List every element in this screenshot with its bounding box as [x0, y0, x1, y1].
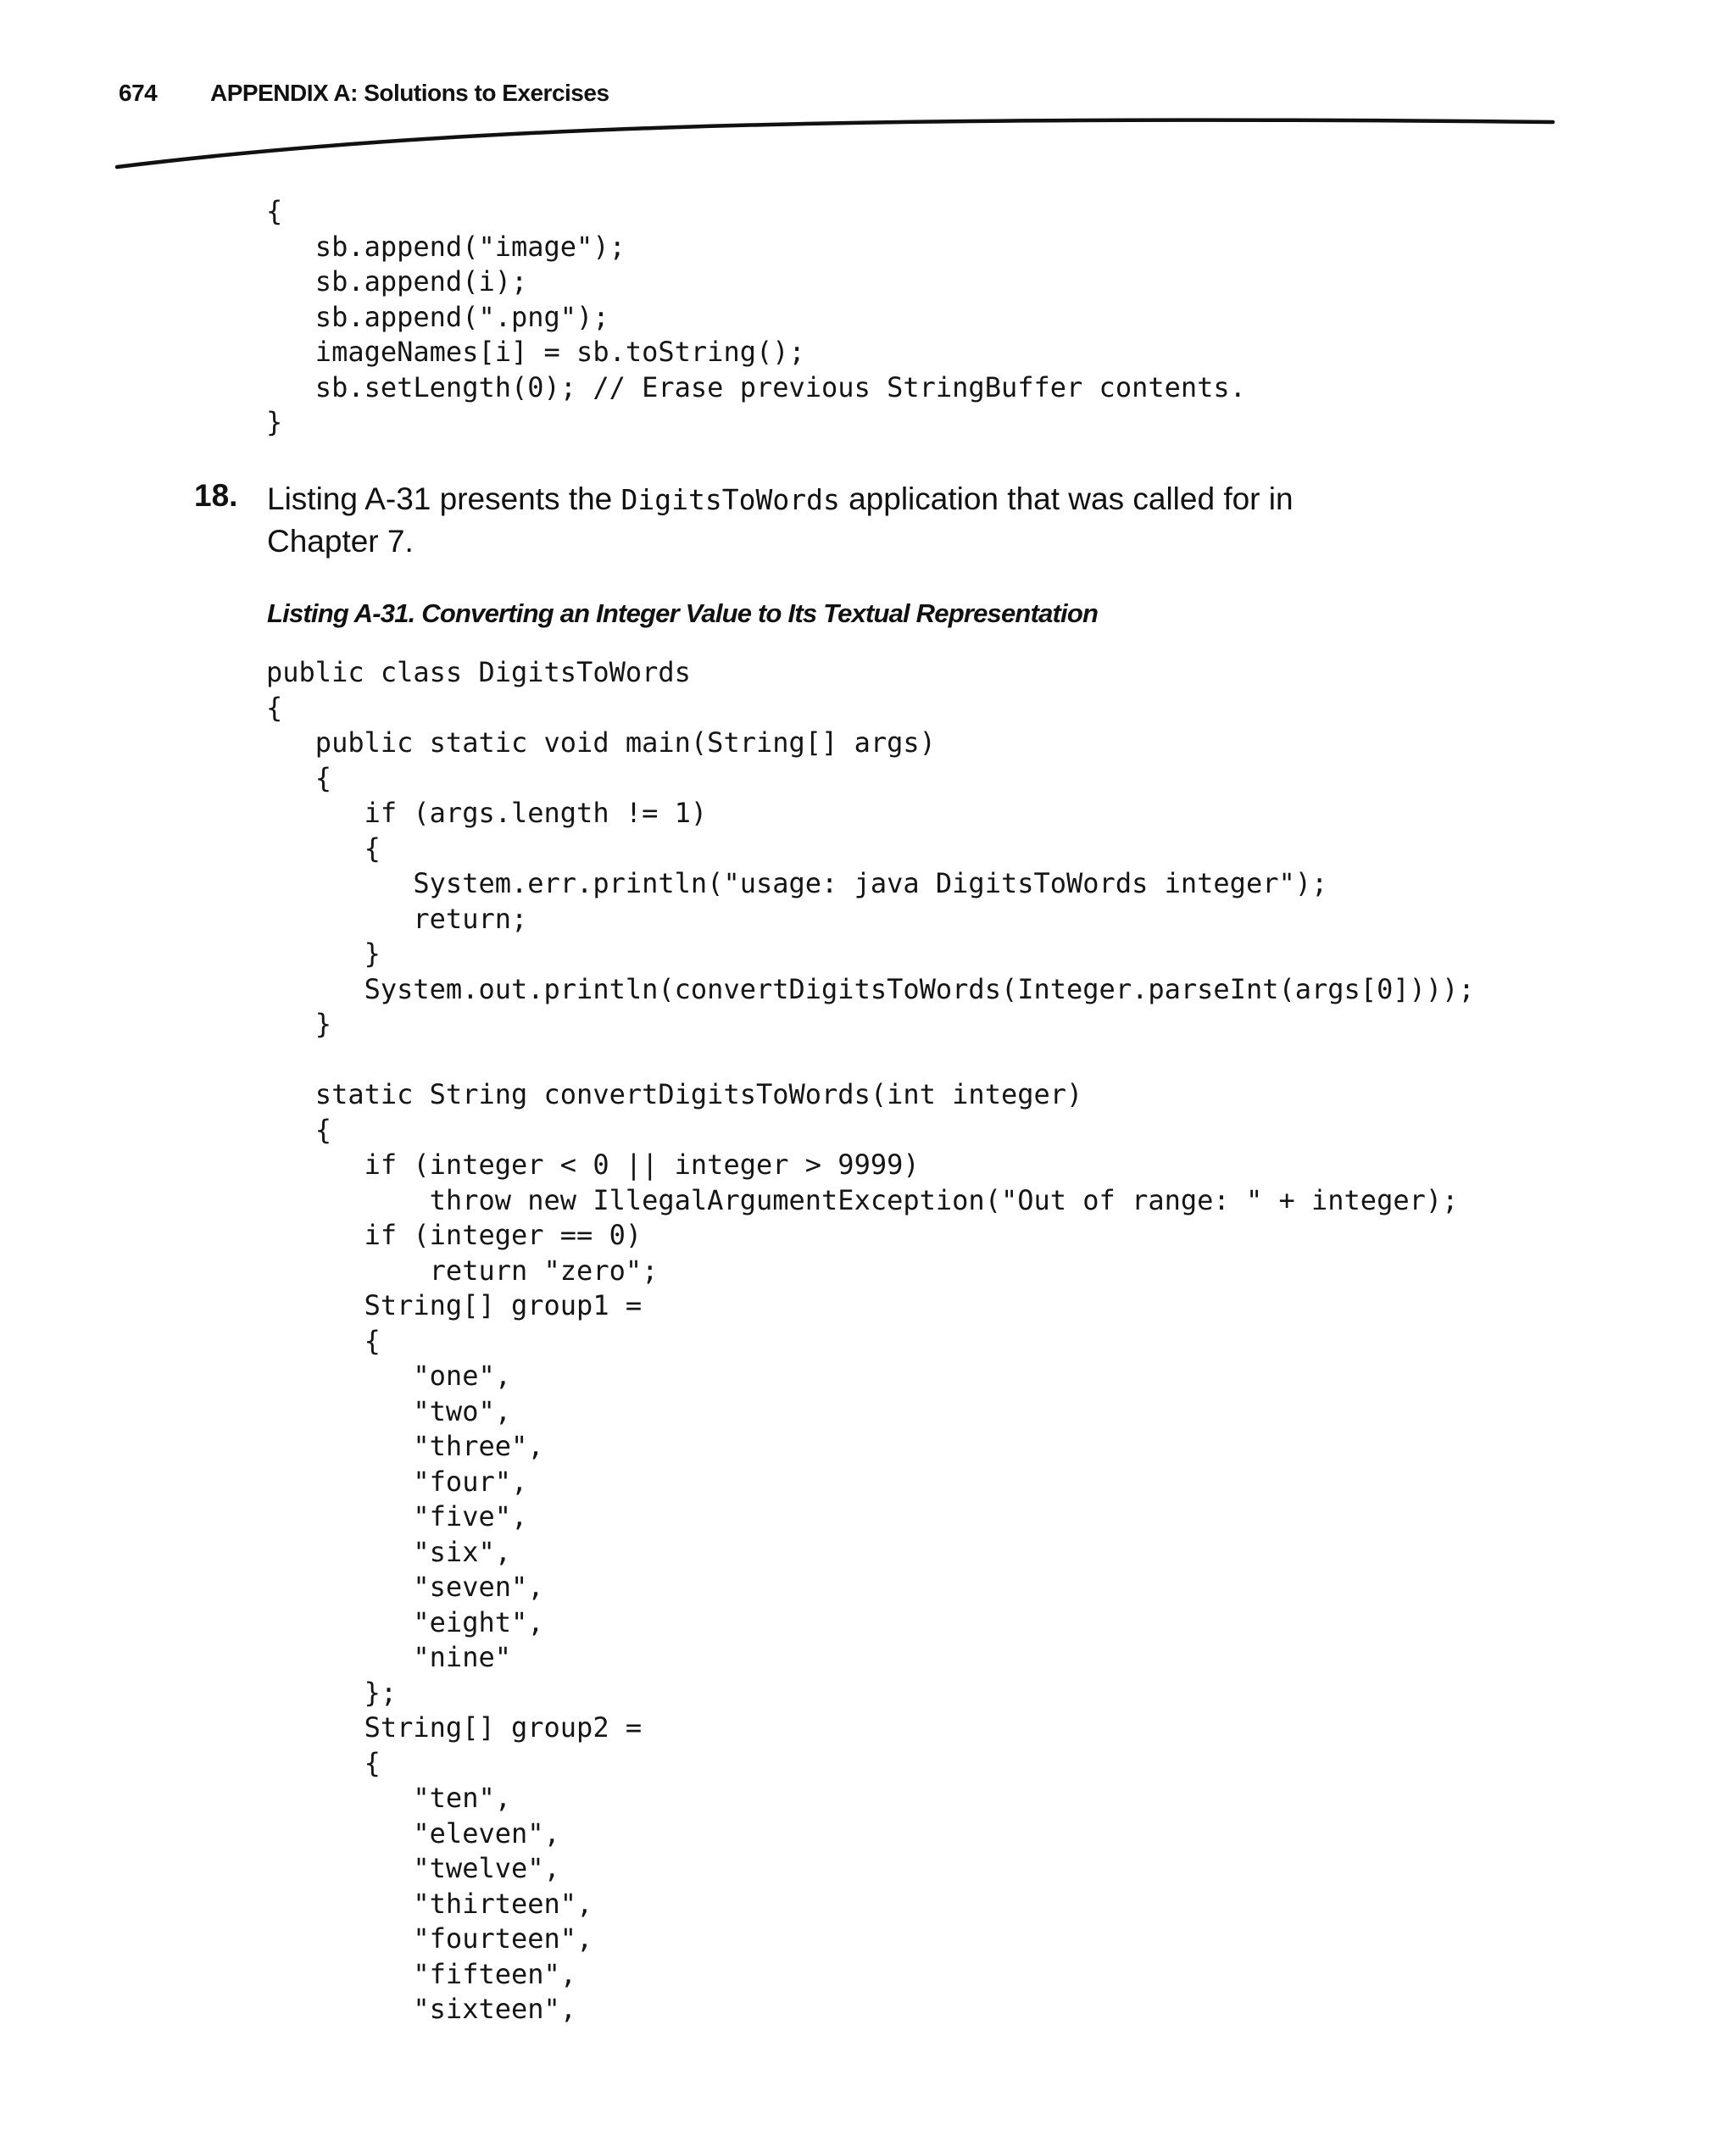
exercise-number: 18. [194, 478, 238, 513]
exercise-text-lead: Listing A-31 presents the [267, 481, 621, 516]
inline-code-term: DigitsToWords [620, 483, 840, 516]
listing-caption: Listing A-31. Converting an Integer Value to Its Textual Representation [267, 598, 1099, 628]
page-number: 674 [119, 80, 158, 106]
running-title: APPENDIX A: Solutions to Exercises [210, 80, 609, 106]
exercise-text-tail: application that was called for in Chapter 7. [267, 481, 1294, 559]
header-rule [0, 0, 1736, 186]
code-listing: public class DigitsToWords { public static void main(String[] args) { if (args.length != 1) { System.err.println("usage: java DigitsToWords integer"); return; } System.out.println(convertDigitsToWords(Integer.parseInt(args[0]))); } static String convertDigitsToWords(int integer) { if (integer < 0 || integer > 9999) throw new IllegalArgumentException("Out of range: " + integer); if (integer == 0) return "zero"; String[] group1 = { "one", "two", "three", "four", "five", "six", "seven", "eight", "nine" }; String[] group2 = { "ten", "eleven", "twelve", "thirteen", "fourteen", "fifteen", "sixteen", [266, 656, 1475, 2025]
exercise-text [267, 478, 1369, 562]
code-block-top: { sb.append("image"); sb.append(i); sb.append(".png"); imageNames[i] = sb.toString(); sb.setLength(0); // Erase previous StringBuffer contents. } [266, 195, 1246, 438]
